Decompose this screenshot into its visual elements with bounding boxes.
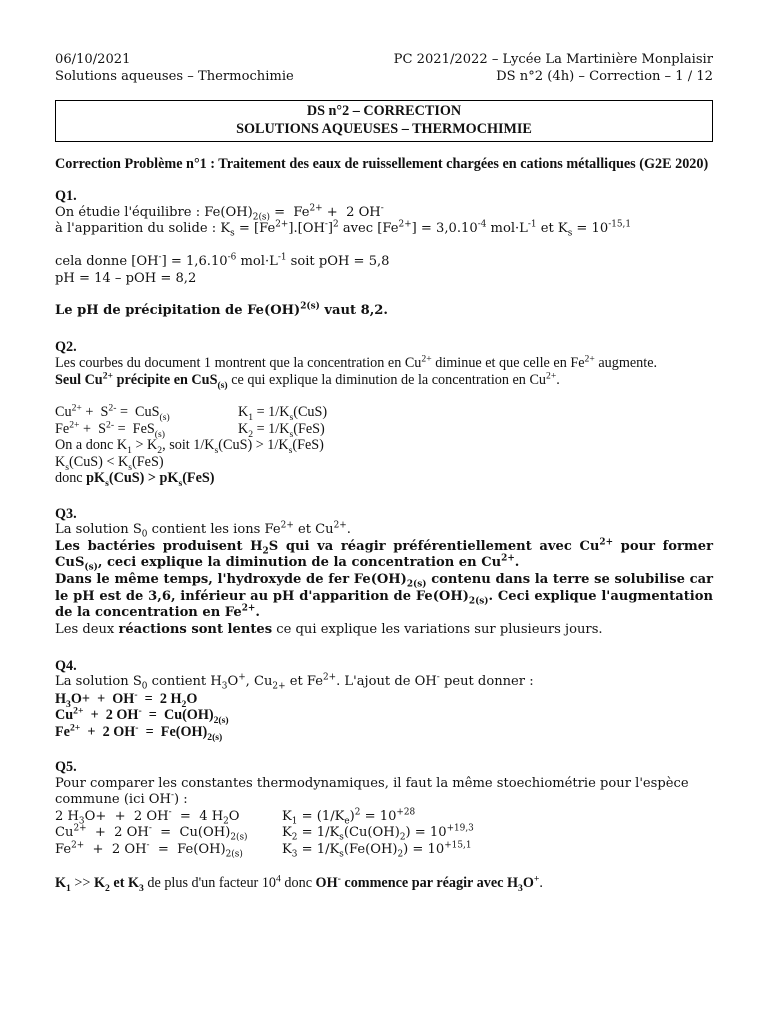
title-box [55, 100, 713, 142]
q2-equations [55, 402, 713, 490]
q1-line-1: On étudie l'équilibre : $Fe(OH)_{2(s)} = Fe^{2+} + 2$ OH- [55, 203, 384, 223]
title-line-2: SOLUTIONS AQUEUSES – THERMOCHIMIE [236, 120, 532, 137]
header-date: 06/10/2021 [55, 52, 131, 67]
q5-conclusion: $K_1 >> K_2$ et $K_3$ de plus d'un facteur $10^4$ donc OH- commence par réagir avec $H_3O^+$. [55, 872, 543, 894]
q5-line-1: Pour comparer les constantes thermodynamiques, il faut la même stoechiométrie pour l'espèce commune (ici OH-) : [55, 775, 689, 808]
q1-conclusion-value: 8,2 [360, 303, 384, 319]
q1-heading: Q1. [55, 188, 77, 205]
q4-equation-1: $H_3O+ + OH^- = 2$ $H_2O$ [55, 688, 198, 710]
q2-equation-fes: $Fe^{2+} + S^{2-} = FeS_{(s)}$ $K_2 = 1/K_s(FeS)$ [55, 419, 325, 440]
q4-heading: Q4. [55, 657, 77, 674]
q3-heading: Q3. [55, 505, 77, 522]
header-school: PC 2021/2022 – Lycée La Martinière Monplaisir [393, 52, 713, 67]
q4-line-1: La solution $S_0$ contient $H_3O^+$, $Cu_{2+}$ et $Fe^{2+}$. L'ajout de OH- peut donner : [55, 672, 534, 692]
q3-paragraph-2: Dans le même temps, l'hydroxyde de fer $Fe(OH)_{2(s)}$ contenu dans la terre se solubilise car le pH est de 3,6, inférieur au pH d'apparition de $Fe(OH)_{2(s)}$. Ceci explique l'augmentation de la concentration en $Fe^{2+}$. [55, 572, 713, 621]
q1-line-4: pH = 14 – pOH = 8,2 [55, 270, 197, 286]
document-page [55, 52, 713, 894]
title-line-1: DS n°2 – CORRECTION [306, 103, 462, 120]
q2-line-5: donc $pK_s(CuS) > pK_s(FeS)$ [55, 470, 215, 490]
q3-line-2: Les deux réactions sont lentes ce qui explique les variations sur plusieurs jours. [55, 621, 603, 637]
q5-equation-1: 2 $H_3O+ + 2$ OH- = 4 $H_2O$ $K_1 = (1/K_e)^2 = 10^{+28}$ [55, 807, 416, 827]
q1-conclusion: Le pH de précipitation de Fe(OH)$^{2(s)}$ vaut 8,2. [55, 301, 388, 319]
q5-heading: Q5. [55, 759, 77, 776]
q2-line-2: Seul $Cu^{2+}$ précipite en CuS$_{(s)}$ ce qui explique la diminution de la concentration en $Cu^{2+}$. [55, 370, 560, 391]
q5-equation-2: $Cu^{2+} + 2$ $OH^- = Cu(OH)_{2(s)}$ $K_2 = 1/K_s(Cu(OH)_2) = 10^{+19,3}$ [55, 824, 474, 843]
q4-equation-3: $Fe^{2+} + 2$ $OH^- = Fe(OH)_{2(s)}$ [55, 721, 223, 743]
header-page-info: DS n°2 (4h) – Correction – 1 / 12 [496, 68, 713, 84]
q2-line-1: Les courbes du document 1 montrent que la concentration en $Cu^{2+}$ diminue et que celle en $Fe^{2+}$ augmente. [55, 353, 658, 372]
q2-heading: Q2. [55, 338, 77, 355]
q4-equation-2: $Cu^{2+} + 2$ $OH^- = Cu(OH)_{2(s)}$ [55, 705, 229, 726]
q2-equation-cus: $Cu^{2+} + S^{2-} = CuS_{(s)}$ $K_1 = 1/K_s(CuS)$ [55, 402, 328, 424]
q3-paragraph-1: Les bactéries produisent $H_2S$ qui va réagir préférentiellement avec $Cu^{2+}$ pour former CuS$_{(s)}$, ceci explique la diminution de la concentration en $Cu^{2+}$. [55, 537, 713, 574]
q1-line-3: cela donne $[OH^-] = 1,6.10^{-6}$ $mol\cdot L^{-1}$ soit pOH = 5,8 [55, 252, 390, 270]
page-header [55, 52, 713, 85]
q2-line-3: On a donc $K_1 > K_2$, soit $1/K_s(CuS) > 1/K_s(FeS)$ [55, 437, 324, 457]
header-subject: Solutions aqueuses – Thermochimie [55, 68, 294, 84]
q3-line-1: La solution $S_0$ contient les ions $Fe^{2+}$ et $Cu^{2+}$. [55, 520, 351, 540]
problem-title: Correction Problème n°1 : Traitement des eaux de ruissellement chargées en cations métalliques (G2E 2020) [55, 155, 709, 172]
q1-line-2: à l'apparition du solide : $K_s = [Fe^{2+}].[OH^-]^2$ avec $[Fe^{2+}] = 3,0.10^{-4}$ $mol\cdot L^{-1}$ et $K_s = 10^{-15,1}$ [55, 220, 632, 240]
q2-line-4: $K_s(CuS) < K_s(FeS)$ [55, 453, 164, 473]
q5-equation-3: $Fe^{2+} + 2$ $OH^- = Fe(OH)_{2(s)}$ $K_3 = 1/K_s(Fe(OH)_2) = 10^{+15,1}$ [55, 840, 472, 860]
